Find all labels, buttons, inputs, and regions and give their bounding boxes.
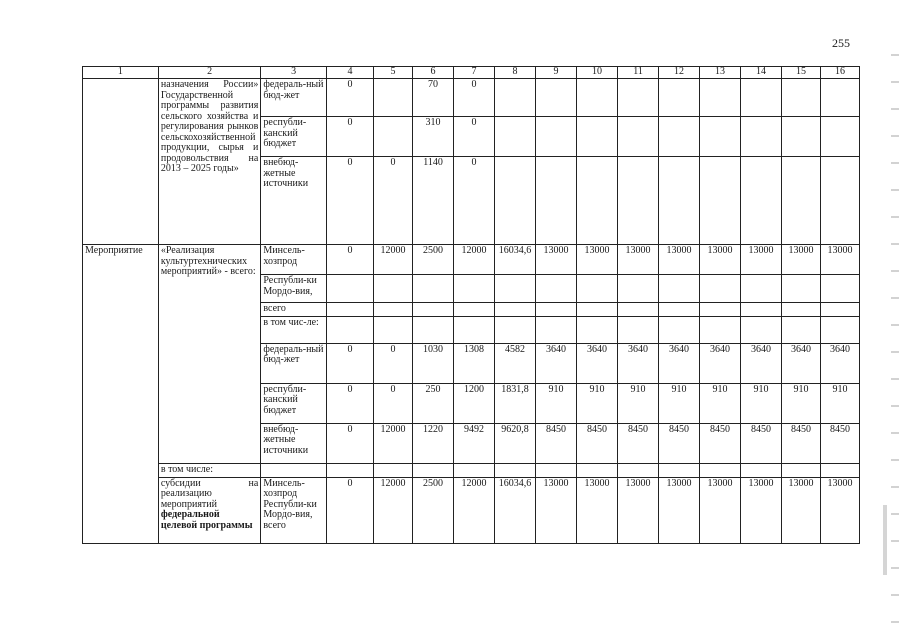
value-cell: 70 <box>413 79 454 117</box>
value-cell <box>782 463 821 477</box>
value-cell: 13000 <box>700 245 741 275</box>
value-cell <box>741 316 782 343</box>
funding-source-cell: Минсель-хозпрод <box>261 245 327 275</box>
value-cell: 1220 <box>413 423 454 463</box>
value-cell: 0 <box>326 477 373 543</box>
value-cell: 0 <box>374 157 413 245</box>
value-cell: 0 <box>374 343 413 383</box>
value-cell: 8450 <box>741 423 782 463</box>
description-cell <box>158 477 261 543</box>
table-header-row <box>83 67 860 79</box>
value-cell: 0 <box>374 383 413 423</box>
funding-source-cell: Республи-ки Мордо-вия, <box>261 275 327 303</box>
value-cell <box>577 157 618 245</box>
description-text: субсидии на реализацию мероприятий <box>160 477 259 510</box>
description-bold-text: федеральной целевой программы <box>160 509 253 531</box>
value-cell: 16034,6 <box>495 245 536 275</box>
value-cell: 8450 <box>659 423 700 463</box>
value-cell: 3640 <box>536 343 577 383</box>
value-cell <box>413 303 454 317</box>
value-cell: 12000 <box>374 477 413 543</box>
value-cell <box>536 117 577 157</box>
scan-margin-marks <box>891 40 899 640</box>
funding-source-cell: республи-канский бюджет <box>261 117 327 157</box>
value-cell <box>618 463 659 477</box>
value-cell <box>374 79 413 117</box>
value-cell <box>536 157 577 245</box>
value-cell <box>820 463 859 477</box>
value-cell <box>374 275 413 303</box>
value-cell <box>495 303 536 317</box>
column-number: 4 <box>326 67 373 79</box>
value-cell: 8450 <box>618 423 659 463</box>
value-cell <box>659 303 700 317</box>
value-cell: 13000 <box>659 477 700 543</box>
column-number: 11 <box>618 67 659 79</box>
value-cell: 4582 <box>495 343 536 383</box>
row-type-cell <box>83 79 159 245</box>
value-cell <box>659 117 700 157</box>
column-number: 2 <box>158 67 261 79</box>
funding-source-cell: Минсель-хозпрод Республи-ки Мордо-вия, всего <box>261 477 327 543</box>
value-cell <box>413 275 454 303</box>
table-row <box>83 463 860 477</box>
value-cell <box>326 463 373 477</box>
value-cell: 0 <box>326 245 373 275</box>
column-number: 13 <box>700 67 741 79</box>
value-cell <box>577 79 618 117</box>
value-cell: 2500 <box>413 245 454 275</box>
value-cell <box>659 463 700 477</box>
value-cell <box>820 79 859 117</box>
value-cell: 8450 <box>536 423 577 463</box>
funding-source-cell: в том чис-ле: <box>261 316 327 343</box>
value-cell: 9620,8 <box>495 423 536 463</box>
value-cell <box>454 463 495 477</box>
value-cell: 13000 <box>577 477 618 543</box>
value-cell: 1030 <box>413 343 454 383</box>
value-cell <box>536 275 577 303</box>
value-cell <box>782 303 821 317</box>
value-cell <box>577 275 618 303</box>
value-cell: 8450 <box>782 423 821 463</box>
value-cell: 13000 <box>536 245 577 275</box>
value-cell: 910 <box>700 383 741 423</box>
value-cell <box>741 303 782 317</box>
value-cell <box>454 316 495 343</box>
value-cell <box>374 117 413 157</box>
value-cell: 13000 <box>536 477 577 543</box>
table-row <box>83 477 860 543</box>
value-cell <box>782 117 821 157</box>
value-cell: 8450 <box>700 423 741 463</box>
description-cell: назначения России» Государственной программы развития сельского хозяйства и регулирования рынков сельскохозяйственной продукции, сырья и продовольствия на 2013 – 2025 годы» <box>158 79 261 245</box>
value-cell <box>741 157 782 245</box>
value-cell <box>618 79 659 117</box>
value-cell <box>618 157 659 245</box>
value-cell: 0 <box>326 79 373 117</box>
value-cell <box>659 275 700 303</box>
value-cell: 910 <box>536 383 577 423</box>
value-cell: 250 <box>413 383 454 423</box>
funding-source-cell: республи-канский бюджет <box>261 383 327 423</box>
value-cell <box>326 275 373 303</box>
value-cell <box>618 303 659 317</box>
value-cell <box>741 275 782 303</box>
value-cell: 12000 <box>374 423 413 463</box>
value-cell: 12000 <box>454 477 495 543</box>
value-cell: 0 <box>454 157 495 245</box>
value-cell <box>782 157 821 245</box>
value-cell <box>741 79 782 117</box>
value-cell <box>820 303 859 317</box>
value-cell: 13000 <box>820 245 859 275</box>
value-cell <box>495 463 536 477</box>
value-cell: 910 <box>782 383 821 423</box>
value-cell <box>536 316 577 343</box>
column-number: 16 <box>820 67 859 79</box>
value-cell: 910 <box>659 383 700 423</box>
value-cell <box>577 303 618 317</box>
table-row <box>83 245 860 275</box>
value-cell: 9492 <box>454 423 495 463</box>
column-number: 12 <box>659 67 700 79</box>
page-number: 255 <box>832 36 850 50</box>
value-cell: 8450 <box>577 423 618 463</box>
column-number: 8 <box>495 67 536 79</box>
value-cell: 910 <box>618 383 659 423</box>
value-cell: 13000 <box>741 477 782 543</box>
value-cell: 1140 <box>413 157 454 245</box>
value-cell <box>618 117 659 157</box>
value-cell <box>374 303 413 317</box>
table-row <box>83 79 860 117</box>
value-cell: 910 <box>741 383 782 423</box>
value-cell: 0 <box>326 117 373 157</box>
value-cell <box>782 316 821 343</box>
column-number: 5 <box>374 67 413 79</box>
value-cell <box>495 275 536 303</box>
value-cell <box>700 117 741 157</box>
value-cell <box>700 275 741 303</box>
funding-source-cell: всего <box>261 303 327 317</box>
value-cell: 8450 <box>820 423 859 463</box>
value-cell <box>618 316 659 343</box>
value-cell: 12000 <box>454 245 495 275</box>
value-cell <box>454 275 495 303</box>
value-cell: 16034,6 <box>495 477 536 543</box>
value-cell <box>374 463 413 477</box>
value-cell: 13000 <box>741 245 782 275</box>
value-cell: 13000 <box>782 245 821 275</box>
column-number: 3 <box>261 67 327 79</box>
column-number: 10 <box>577 67 618 79</box>
value-cell <box>536 463 577 477</box>
value-cell <box>700 79 741 117</box>
value-cell <box>782 275 821 303</box>
value-cell <box>536 303 577 317</box>
value-cell <box>495 157 536 245</box>
value-cell <box>741 117 782 157</box>
value-cell <box>577 117 618 157</box>
funding-source-cell <box>261 463 327 477</box>
value-cell: 3640 <box>577 343 618 383</box>
value-cell <box>820 117 859 157</box>
value-cell: 3640 <box>741 343 782 383</box>
value-cell: 13000 <box>618 477 659 543</box>
value-cell: 13000 <box>618 245 659 275</box>
value-cell <box>454 303 495 317</box>
value-cell: 1308 <box>454 343 495 383</box>
value-cell: 3640 <box>782 343 821 383</box>
value-cell: 910 <box>820 383 859 423</box>
value-cell: 13000 <box>577 245 618 275</box>
value-cell: 0 <box>326 343 373 383</box>
value-cell <box>577 463 618 477</box>
column-number: 6 <box>413 67 454 79</box>
value-cell <box>700 463 741 477</box>
value-cell <box>659 316 700 343</box>
budget-table <box>82 66 860 544</box>
value-cell: 910 <box>577 383 618 423</box>
value-cell: 13000 <box>820 477 859 543</box>
value-cell: 310 <box>413 117 454 157</box>
value-cell: 0 <box>326 423 373 463</box>
value-cell: 0 <box>326 383 373 423</box>
description-cell: в том числе: <box>158 463 261 477</box>
value-cell <box>326 316 373 343</box>
value-cell: 0 <box>326 157 373 245</box>
scan-smudge <box>883 505 887 575</box>
value-cell <box>820 275 859 303</box>
funding-source-cell: федераль-ный бюд-жет <box>261 343 327 383</box>
value-cell <box>820 157 859 245</box>
value-cell: 3640 <box>820 343 859 383</box>
row-type-cell: Мероприятие <box>83 245 159 544</box>
value-cell <box>741 463 782 477</box>
value-cell <box>700 157 741 245</box>
value-cell <box>618 275 659 303</box>
value-cell <box>577 316 618 343</box>
column-number: 7 <box>454 67 495 79</box>
value-cell <box>782 79 821 117</box>
value-cell: 13000 <box>700 477 741 543</box>
value-cell: 3640 <box>659 343 700 383</box>
value-cell <box>495 79 536 117</box>
column-number: 1 <box>83 67 159 79</box>
column-number: 9 <box>536 67 577 79</box>
value-cell: 12000 <box>374 245 413 275</box>
funding-source-cell: внебюд-жетные источники <box>261 423 327 463</box>
column-number: 14 <box>741 67 782 79</box>
value-cell: 0 <box>454 117 495 157</box>
value-cell: 1831,8 <box>495 383 536 423</box>
value-cell <box>700 316 741 343</box>
value-cell <box>536 79 577 117</box>
description-cell: «Реализация культуртехнических мероприятий» - всего: <box>158 245 261 464</box>
value-cell <box>820 316 859 343</box>
value-cell <box>659 157 700 245</box>
value-cell <box>700 303 741 317</box>
value-cell: 3640 <box>618 343 659 383</box>
value-cell: 0 <box>454 79 495 117</box>
value-cell <box>413 316 454 343</box>
column-number: 15 <box>782 67 821 79</box>
value-cell <box>326 303 373 317</box>
value-cell: 13000 <box>782 477 821 543</box>
value-cell <box>495 117 536 157</box>
value-cell <box>659 79 700 117</box>
value-cell: 3640 <box>700 343 741 383</box>
value-cell <box>374 316 413 343</box>
value-cell: 13000 <box>659 245 700 275</box>
funding-source-cell: внебюд-жетные источники <box>261 157 327 245</box>
value-cell <box>495 316 536 343</box>
value-cell: 1200 <box>454 383 495 423</box>
value-cell: 2500 <box>413 477 454 543</box>
value-cell <box>413 463 454 477</box>
funding-source-cell: федераль-ный бюд-жет <box>261 79 327 117</box>
